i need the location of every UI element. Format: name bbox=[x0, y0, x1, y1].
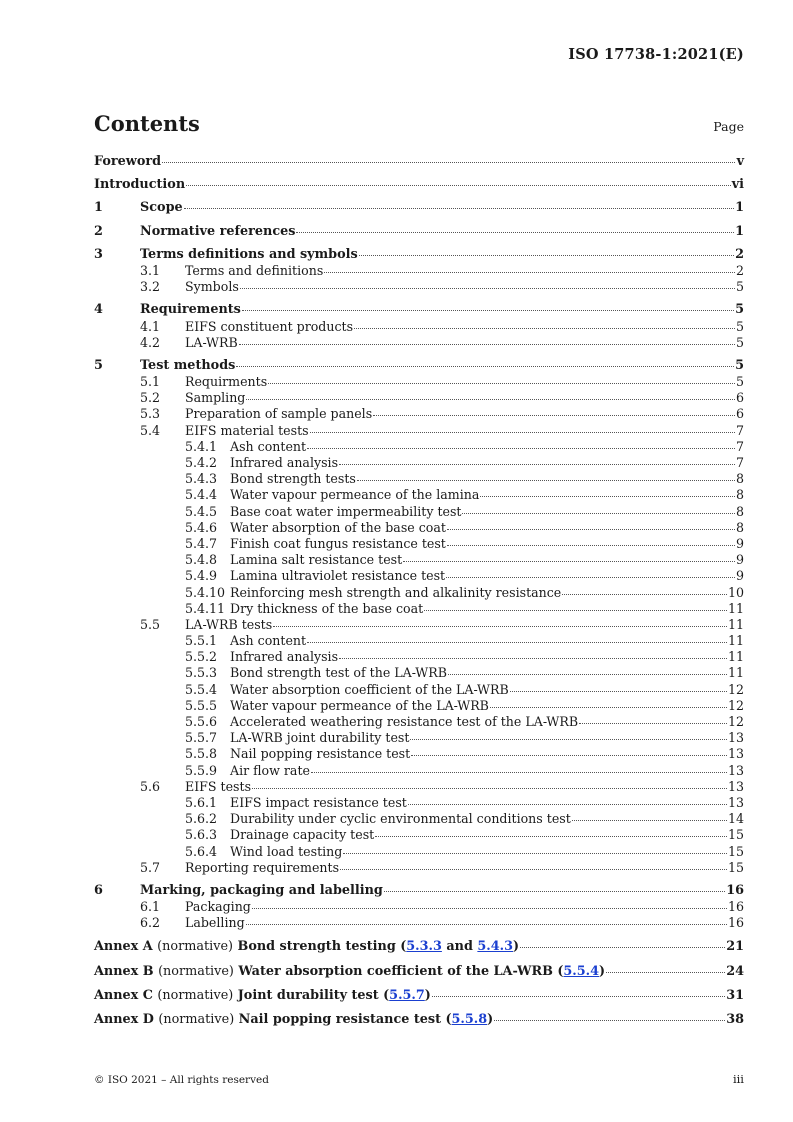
annex-entry[interactable] bbox=[94, 939, 744, 955]
toc-entry-number: 5.5.1 bbox=[185, 633, 218, 649]
toc-entry-number: 3 bbox=[94, 246, 103, 262]
clause-reference-link[interactable]: 5.5.7 bbox=[389, 987, 425, 1003]
toc-entry-page: 8 bbox=[735, 519, 744, 535]
dot-leader bbox=[236, 366, 734, 367]
dot-leader bbox=[268, 383, 735, 384]
toc-entry-page: 12 bbox=[727, 681, 744, 697]
toc-entry-page: 11 bbox=[727, 649, 744, 665]
dot-leader bbox=[446, 577, 735, 578]
toc-entry-number: 5.5.6 bbox=[185, 714, 218, 729]
dot-leader bbox=[359, 255, 734, 256]
toc-entry[interactable] bbox=[94, 302, 744, 318]
toc-entry-number: 5.5.3 bbox=[185, 665, 218, 681]
toc-entry-number: 4.1 bbox=[140, 318, 161, 334]
toc-entry-page: 16 bbox=[726, 882, 744, 898]
toc-entry-number: 6.1 bbox=[140, 899, 161, 915]
toc-entry[interactable] bbox=[94, 795, 744, 811]
dot-leader bbox=[520, 947, 725, 948]
document-id: ISO 17738-1:2021(E) bbox=[568, 46, 744, 63]
annex-qualifier: (normative) bbox=[158, 963, 234, 979]
annex-title bbox=[94, 964, 605, 980]
toc-entry-page: 8 bbox=[735, 487, 744, 503]
toc-entry-title: Normative references bbox=[140, 223, 296, 239]
toc-entry[interactable] bbox=[94, 665, 744, 681]
annex-page: 31 bbox=[726, 987, 744, 1003]
toc-title: Contents bbox=[94, 111, 200, 136]
toc-entry[interactable] bbox=[94, 335, 744, 351]
toc-entry-number: 4 bbox=[94, 302, 103, 318]
toc-entry[interactable] bbox=[94, 455, 744, 471]
dot-leader bbox=[162, 162, 735, 163]
dot-leader bbox=[240, 288, 735, 289]
toc-entry-page: 7 bbox=[735, 438, 744, 454]
toc-entry-page: 11 bbox=[727, 633, 744, 649]
toc-entry-title: Bond strength tests bbox=[230, 471, 356, 487]
toc-entry-page: 13 bbox=[727, 762, 744, 778]
toc-entry-page: vi bbox=[731, 177, 744, 193]
dot-leader bbox=[562, 594, 727, 595]
toc-entry-number: 5.4.1 bbox=[185, 438, 218, 454]
toc-entry-number: 1 bbox=[94, 200, 103, 216]
toc-entry[interactable] bbox=[94, 860, 744, 876]
copyright-notice: © ISO 2021 – All rights reserved bbox=[94, 1074, 269, 1086]
toc-entry[interactable] bbox=[94, 730, 744, 746]
toc-entry-page: 16 bbox=[727, 915, 744, 931]
toc-entry-number: 4.2 bbox=[140, 334, 161, 350]
clause-reference-link[interactable]: 5.4.3 bbox=[477, 939, 513, 955]
dot-leader bbox=[339, 658, 727, 659]
toc-entry[interactable] bbox=[94, 568, 744, 584]
toc-entry-number: 5.3 bbox=[140, 406, 161, 422]
toc-entry-title: Scope bbox=[140, 200, 183, 216]
annex-name: Nail popping resistance test ( bbox=[238, 1012, 452, 1027]
toc-entry-title: Reinforcing mesh strength and alkalinity resistance bbox=[230, 584, 562, 600]
dot-leader bbox=[339, 464, 735, 465]
toc-entry-page: 5 bbox=[735, 334, 744, 350]
dot-leader bbox=[307, 642, 727, 643]
dot-leader bbox=[447, 529, 735, 530]
toc-entry[interactable] bbox=[94, 714, 744, 730]
toc-entry[interactable] bbox=[94, 682, 744, 698]
toc-entry-page: 6 bbox=[735, 406, 744, 422]
annex-name-end: ) bbox=[424, 987, 431, 1003]
dot-leader bbox=[579, 723, 727, 724]
toc-entry-number: 3.2 bbox=[140, 279, 161, 295]
toc-entry-title: LA-WRB tests bbox=[185, 616, 273, 632]
toc-entry-page: 1 bbox=[735, 200, 744, 216]
clause-reference-link[interactable]: 5.5.4 bbox=[563, 963, 600, 979]
toc-entry-title: Lamina salt resistance test bbox=[230, 552, 403, 568]
toc-entry[interactable] bbox=[94, 423, 744, 439]
toc-entry[interactable] bbox=[94, 899, 744, 915]
toc-entry-number: 5.4.3 bbox=[185, 471, 218, 487]
toc-entry-number: 5.5.9 bbox=[185, 762, 218, 778]
dot-leader bbox=[273, 626, 727, 627]
toc-entry-page: 15 bbox=[727, 859, 744, 875]
toc-entry-number: 5.4.11 bbox=[185, 600, 226, 616]
toc-entry-page: 6 bbox=[735, 390, 744, 406]
annex-name-end: ) bbox=[599, 963, 606, 979]
toc-entry-page: 10 bbox=[727, 584, 744, 600]
toc-entry-number: 5.6.1 bbox=[185, 794, 218, 810]
toc-entry-page: 7 bbox=[735, 455, 744, 470]
toc-entry-title: Wind load testing bbox=[230, 843, 343, 859]
toc-entry[interactable] bbox=[94, 406, 744, 422]
toc-entry-title: Reporting requirements bbox=[185, 859, 340, 875]
toc-entry-page: 5 bbox=[735, 374, 744, 390]
toc-entry-page: v bbox=[736, 154, 744, 169]
toc-entry-page: 16 bbox=[727, 899, 744, 915]
toc-entry-number: 5.5.7 bbox=[185, 730, 218, 746]
toc-entry-number: 2 bbox=[94, 223, 103, 239]
toc-entry-page: 11 bbox=[727, 665, 744, 681]
toc-entry-number: 5.4.10 bbox=[185, 584, 226, 600]
toc-entry-title: Preparation of sample panels bbox=[185, 406, 373, 422]
annex-name: Bond strength testing ( bbox=[237, 939, 407, 955]
toc-entry-page: 13 bbox=[727, 746, 744, 762]
dot-leader bbox=[494, 1020, 725, 1021]
clause-reference-link[interactable]: 5.5.8 bbox=[451, 1012, 488, 1027]
toc-entry[interactable] bbox=[94, 601, 744, 617]
toc-entry-page: 13 bbox=[727, 778, 744, 794]
dot-leader bbox=[252, 908, 727, 909]
annex-label: Annex C bbox=[94, 987, 153, 1003]
toc-entry-page: 2 bbox=[735, 246, 744, 262]
toc-entry-title: Terms definitions and symbols bbox=[140, 246, 358, 262]
dot-leader bbox=[239, 344, 735, 345]
toc-entry[interactable] bbox=[94, 374, 744, 390]
toc-entry-title: EIFS constituent products bbox=[185, 318, 354, 334]
toc-entry[interactable] bbox=[94, 883, 744, 899]
toc-entry-number: 5.4.2 bbox=[185, 455, 218, 470]
annex-page: 38 bbox=[726, 1012, 744, 1027]
toc-entry-title: Accelerated weathering resistance test of the LA-WRB bbox=[230, 714, 579, 729]
dot-leader bbox=[572, 820, 727, 821]
toc-entry-page: 5 bbox=[735, 357, 744, 373]
annex-name: Joint durability test ( bbox=[237, 987, 390, 1003]
toc-entry-title: Water vapour permeance of the LA-WRB bbox=[230, 697, 489, 713]
annex-label: Annex A bbox=[94, 939, 153, 955]
toc-entry[interactable] bbox=[94, 536, 744, 552]
dot-leader bbox=[480, 496, 735, 497]
toc-entry-number: 5.4.8 bbox=[185, 552, 218, 568]
toc-entry[interactable] bbox=[94, 520, 744, 536]
dot-leader bbox=[373, 415, 735, 416]
toc-entry[interactable] bbox=[94, 439, 744, 455]
toc-entry-page: 8 bbox=[735, 471, 744, 487]
toc-entry-title: Requirements bbox=[140, 302, 241, 318]
toc-entry-title: Labelling bbox=[185, 915, 245, 931]
toc-entry-title: EIFS impact resistance test bbox=[230, 794, 407, 810]
dot-leader bbox=[447, 545, 735, 546]
toc-entry-title: Sampling bbox=[185, 390, 246, 406]
toc-entry[interactable] bbox=[94, 224, 744, 240]
toc-entry-number: 5.5.4 bbox=[185, 681, 218, 697]
dot-leader bbox=[242, 310, 734, 311]
toc-entry-title: LA-WRB bbox=[185, 334, 238, 350]
toc-entry-number: 5.5.5 bbox=[185, 697, 218, 713]
dot-leader bbox=[432, 996, 725, 997]
toc-entry-number: 5.4 bbox=[140, 422, 161, 438]
toc-entry-page: 15 bbox=[727, 843, 744, 859]
toc-entry[interactable] bbox=[94, 617, 744, 633]
toc-entry-number: 5.4.5 bbox=[185, 503, 218, 519]
page-column-label: Page bbox=[713, 119, 744, 134]
dot-leader bbox=[246, 399, 735, 400]
dot-leader bbox=[448, 674, 727, 675]
toc-entry[interactable] bbox=[94, 154, 744, 170]
dot-leader bbox=[310, 432, 735, 433]
dot-leader bbox=[252, 788, 727, 789]
annex-label: Annex B bbox=[94, 963, 154, 979]
toc-entry-number: 5.6.3 bbox=[185, 827, 218, 843]
dot-leader bbox=[408, 804, 727, 805]
toc-entry[interactable] bbox=[94, 358, 744, 374]
annex-name: Water absorption coefficient of the LA-WRB ( bbox=[238, 963, 564, 979]
toc-entry-number: 6 bbox=[94, 882, 103, 898]
toc-entry-title: Foreword bbox=[94, 154, 162, 169]
dot-leader bbox=[462, 513, 735, 514]
toc-entry-title: Water absorption of the base coat bbox=[230, 519, 446, 535]
page-number: iii bbox=[732, 1072, 744, 1086]
annex-label: Annex D bbox=[94, 1012, 154, 1027]
toc-entry-page: 14 bbox=[727, 811, 744, 827]
dot-leader bbox=[357, 480, 735, 481]
toc-entry-number: 5.6 bbox=[140, 778, 161, 794]
toc-entry-number: 5.5.8 bbox=[185, 746, 218, 762]
toc-entry-title: Symbols bbox=[185, 279, 239, 295]
toc-entry-page: 2 bbox=[735, 262, 744, 278]
toc-entry-title: Air flow rate bbox=[230, 762, 310, 778]
toc-entry-page: 11 bbox=[727, 616, 744, 632]
toc-entry-page: 15 bbox=[727, 827, 744, 843]
dot-leader bbox=[510, 691, 727, 692]
toc-entry-page: 12 bbox=[727, 697, 744, 713]
toc-entry[interactable] bbox=[94, 827, 744, 843]
toc-entry-title: Base coat water impermeability test bbox=[230, 503, 462, 519]
annex-title bbox=[94, 1012, 493, 1028]
toc-entry-number: 5.6.4 bbox=[185, 843, 218, 859]
toc-entry-title: Lamina ultraviolet resistance test bbox=[230, 568, 446, 584]
toc-entry-title: Nail popping resistance test bbox=[230, 746, 411, 762]
annex-qualifier: (normative) bbox=[157, 939, 234, 955]
toc-entry-page: 5 bbox=[735, 318, 744, 334]
toc-entry-number: 5.4.6 bbox=[185, 519, 218, 535]
toc-entry[interactable] bbox=[94, 471, 744, 487]
toc-entry-title: Packaging bbox=[185, 899, 251, 915]
toc-entry-title: EIFS material tests bbox=[185, 422, 309, 438]
toc-entry-title: Test methods bbox=[140, 357, 236, 373]
toc-entry-title: EIFS tests bbox=[185, 778, 252, 794]
annex-name-end: ) bbox=[513, 939, 520, 955]
toc-entry-page: 1 bbox=[735, 223, 744, 239]
dot-leader bbox=[403, 561, 735, 562]
clause-reference-link[interactable]: 5.3.3 bbox=[406, 939, 442, 955]
table-of-contents bbox=[94, 154, 744, 1028]
dot-leader bbox=[296, 232, 734, 233]
toc-entry[interactable] bbox=[94, 552, 744, 568]
toc-entry-page: 11 bbox=[727, 600, 744, 616]
toc-entry-title: Infrared analysis bbox=[230, 649, 339, 665]
toc-entry-page: 5 bbox=[735, 302, 744, 318]
toc-entry-page: 8 bbox=[735, 503, 744, 519]
toc-entry-number: 5.5.2 bbox=[185, 649, 218, 665]
toc-entry[interactable] bbox=[94, 811, 744, 827]
toc-entry-number: 5.7 bbox=[140, 859, 161, 875]
annex-entry[interactable] bbox=[94, 988, 744, 1004]
dot-leader bbox=[186, 185, 731, 186]
toc-entry[interactable] bbox=[94, 915, 744, 931]
toc-entry-title: Finish coat fungus resistance test bbox=[230, 535, 446, 551]
toc-entry-title: Introduction bbox=[94, 177, 186, 193]
toc-entry-number: 5.1 bbox=[140, 374, 161, 390]
dot-leader bbox=[375, 836, 727, 837]
toc-entry[interactable] bbox=[94, 390, 744, 406]
toc-entry[interactable] bbox=[94, 247, 744, 263]
toc-entry-number: 5.2 bbox=[140, 390, 161, 406]
annex-page: 21 bbox=[726, 939, 744, 955]
toc-entry-number: 5.4.9 bbox=[185, 568, 218, 584]
toc-entry-number: 5.6.2 bbox=[185, 811, 218, 827]
dot-leader bbox=[354, 328, 735, 329]
toc-entry-page: 12 bbox=[727, 714, 744, 729]
toc-entry[interactable] bbox=[94, 763, 744, 779]
toc-entry-page: 9 bbox=[735, 535, 744, 551]
dot-leader bbox=[184, 208, 734, 209]
toc-entry[interactable] bbox=[94, 649, 744, 665]
dot-leader bbox=[411, 755, 727, 756]
toc-entry[interactable] bbox=[94, 263, 744, 279]
toc-entry[interactable] bbox=[94, 279, 744, 295]
toc-entry[interactable] bbox=[94, 779, 744, 795]
toc-entry-title: Ash content bbox=[230, 438, 307, 454]
annex-entry[interactable] bbox=[94, 1012, 744, 1028]
dot-leader bbox=[246, 924, 727, 925]
dot-leader bbox=[307, 448, 735, 449]
annex-title bbox=[94, 939, 519, 955]
toc-entry[interactable] bbox=[94, 746, 744, 762]
toc-entry-title: Marking, packaging and labelling bbox=[140, 882, 383, 898]
toc-entry[interactable] bbox=[94, 319, 744, 335]
toc-entry-title: Drainage capacity test bbox=[230, 827, 375, 843]
annex-page: 24 bbox=[726, 963, 744, 979]
annex-qualifier: (normative) bbox=[157, 987, 234, 1003]
toc-entry[interactable] bbox=[94, 585, 744, 601]
toc-entry[interactable] bbox=[94, 200, 744, 216]
toc-entry-title: Water vapour permeance of the lamina bbox=[230, 487, 480, 503]
toc-entry-page: 7 bbox=[735, 422, 744, 438]
dot-leader bbox=[410, 739, 727, 740]
toc-entry-number: 5 bbox=[94, 357, 103, 373]
toc-entry[interactable] bbox=[94, 177, 744, 193]
toc-entry-number: 6.2 bbox=[140, 915, 161, 931]
toc-entry-title: Bond strength test of the LA-WRB bbox=[230, 665, 447, 681]
toc-entry-page: 5 bbox=[735, 279, 744, 295]
toc-entry-title: Durability under cyclic environmental conditions test bbox=[230, 811, 571, 827]
toc-entry-title: Infrared analysis bbox=[230, 455, 339, 470]
dot-leader bbox=[384, 891, 725, 892]
toc-entry-title: Requirments bbox=[185, 374, 268, 390]
dot-leader bbox=[343, 853, 727, 854]
dot-leader bbox=[311, 772, 727, 773]
toc-entry-title: Dry thickness of the base coat bbox=[230, 600, 424, 616]
toc-entry-title: Terms and definitions bbox=[185, 262, 324, 278]
toc-entry-page: 13 bbox=[727, 794, 744, 810]
annex-qualifier: (normative) bbox=[158, 1012, 235, 1027]
toc-entry[interactable] bbox=[94, 487, 744, 503]
annex-name-end: ) bbox=[487, 1012, 494, 1027]
dot-leader bbox=[606, 972, 725, 973]
dot-leader bbox=[324, 272, 735, 273]
toc-entry-number: 5.4.7 bbox=[185, 535, 218, 551]
toc-entry-page: 13 bbox=[727, 730, 744, 746]
dot-leader bbox=[424, 610, 727, 611]
toc-entry-title: Ash content bbox=[230, 633, 307, 649]
toc-entry-title: Water absorption coefficient of the LA-WRB bbox=[230, 681, 509, 697]
toc-entry-number: 5.5 bbox=[140, 616, 161, 632]
toc-entry-page: 9 bbox=[735, 552, 744, 568]
dot-leader bbox=[490, 707, 727, 708]
toc-entry[interactable] bbox=[94, 504, 744, 520]
toc-entry[interactable] bbox=[94, 698, 744, 714]
toc-entry[interactable] bbox=[94, 844, 744, 860]
toc-entry-page: 9 bbox=[735, 568, 744, 584]
dot-leader bbox=[340, 869, 727, 870]
toc-entry-title: LA-WRB joint durability test bbox=[230, 730, 410, 746]
toc-entry[interactable] bbox=[94, 633, 744, 649]
annex-entry[interactable] bbox=[94, 964, 744, 980]
toc-entry-number: 3.1 bbox=[140, 262, 161, 278]
annex-title bbox=[94, 988, 431, 1004]
annex-name-connector: and bbox=[441, 939, 478, 955]
toc-entry-number: 5.4.4 bbox=[185, 487, 218, 503]
